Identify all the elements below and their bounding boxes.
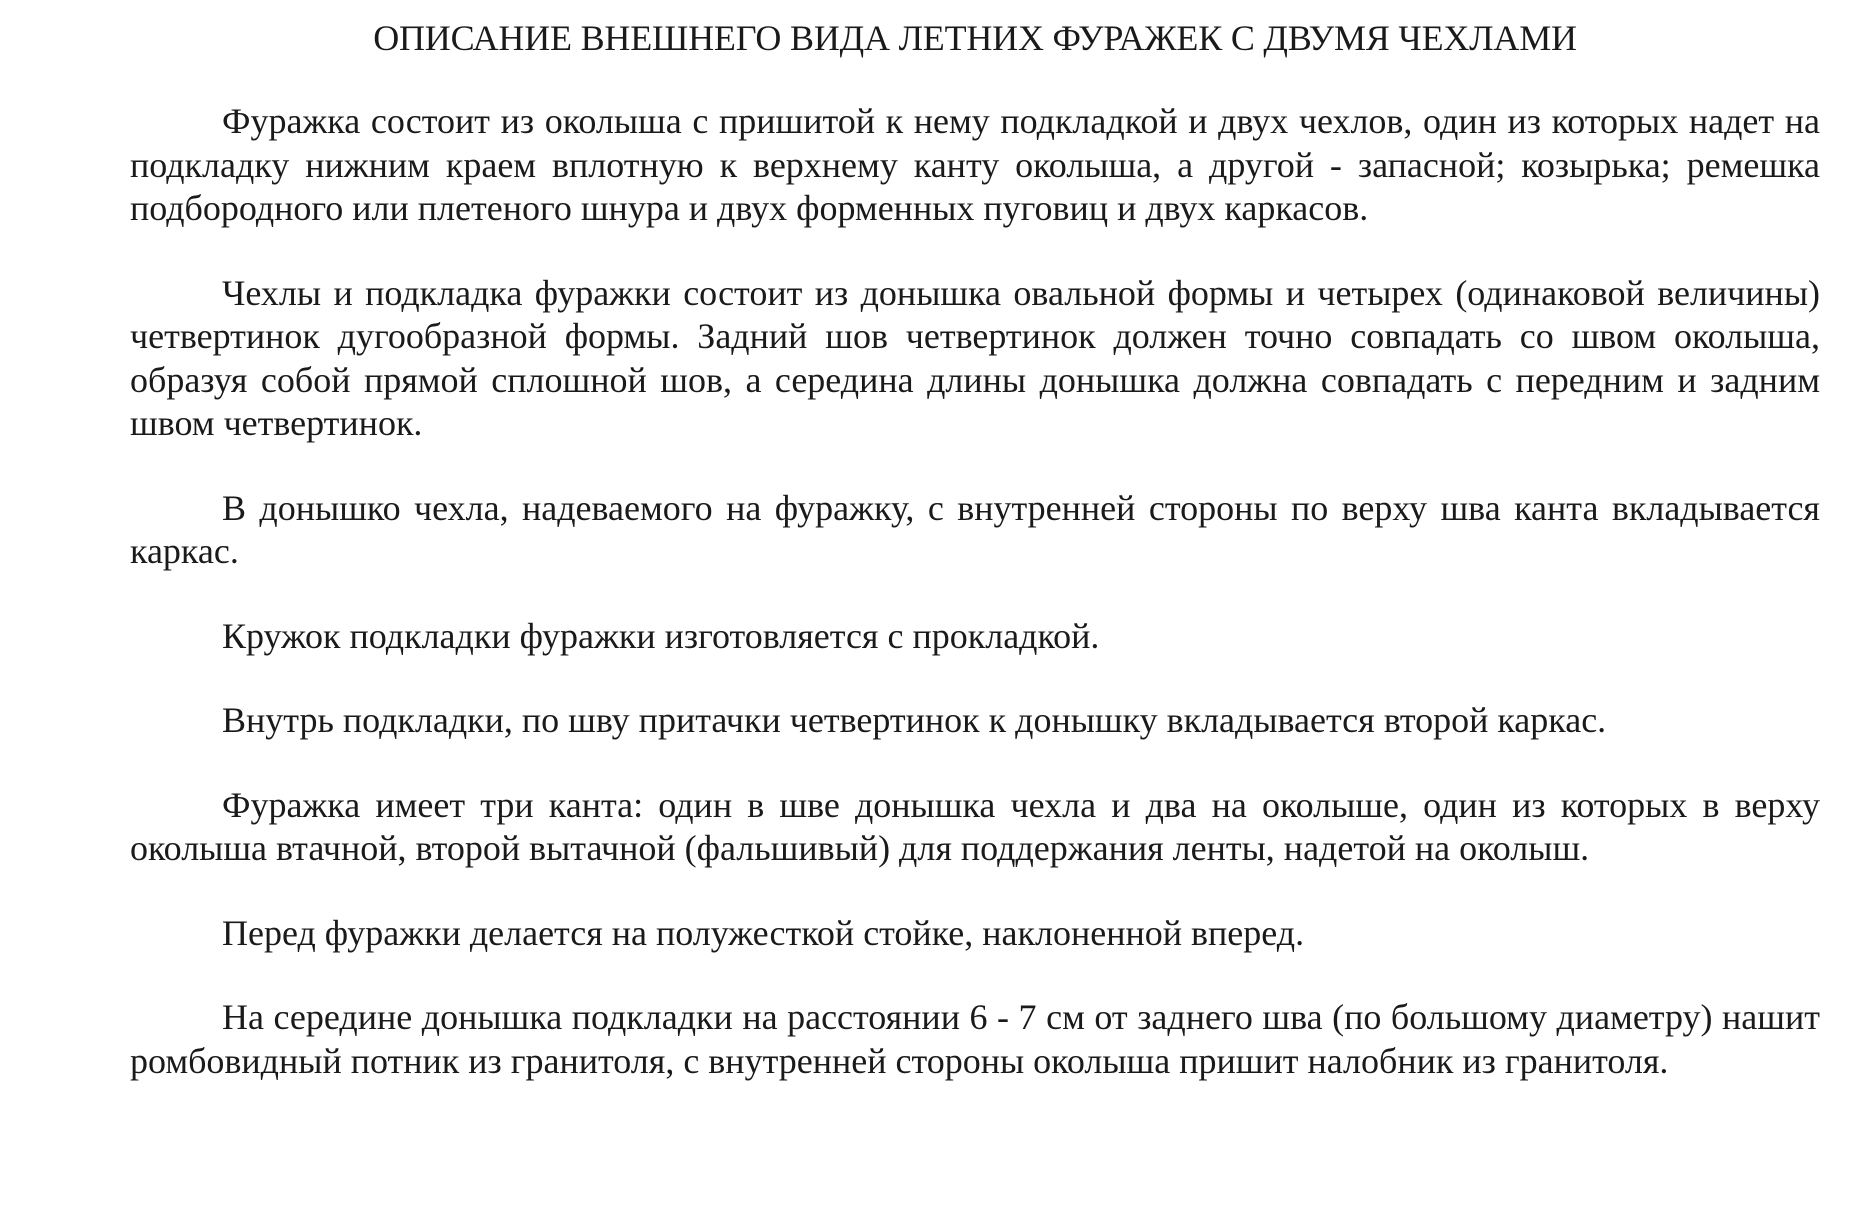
paragraph-covers-and-lining: Чехлы и подкладка фуражки состоит из донышка овальной формы и четырех (одинаковой величины) четвертинок дугообразной формы. Задний шов четвертинок должен точно совпадать со швом околыша, образуя собой прямой сплошной шов, а середина длины донышка должна совпадать с передним и задним швом четвертинок. (130, 272, 1820, 443)
paragraph-frame-insert: В донышко чехла, надеваемого на фуражку, с внутренней стороны по верху шва канта вкладывается каркас. (130, 487, 1820, 571)
paragraph-second-frame: Внутрь подкладки, по шву притачки четвертинок к донышку вкладывается второй каркас. (222, 700, 1607, 740)
paragraph-lining-circle: Кружок подкладки фуражки изготовляется с прокладкой. (222, 615, 1100, 656)
paragraph-sweatband: На середине донышка подкладки на расстоянии 6 - 7 см от заднего шва (по большому диаметру) нашит ромбовидный потник из гранитоля, с внутренней стороны околыша пришит налобник из гранитоля. (130, 997, 1820, 1081)
document-title: ОПИСАНИЕ ВНЕШНЕГО ВИДА ЛЕТНИХ ФУРАЖЕК С ДВУМЯ ЧЕХЛАМИ (373, 18, 1577, 58)
paragraph-front-stand: Перед фуражки делается на полужесткой стойке, наклоненной вперед. (222, 912, 1305, 953)
paragraph-piping: Фуражка имеет три канта: один в шве донышка чехла и два на околыше, один из которых в верху околыша втачной, второй вытачной (фальшивый) для поддержания ленты, надетой на околыш. (130, 784, 1820, 868)
paragraph-cap-composition: Фуражка состоит из околыша с пришитой к нему подкладкой и двух чехлов, один из которых надет на подкладку нижним краем вплотную к верхнему канту околыша, а другой - запасной; козырька; ремешка подбородного или плетеного шнура и двух форменных пуговиц и двух каркасов. (130, 101, 1820, 228)
